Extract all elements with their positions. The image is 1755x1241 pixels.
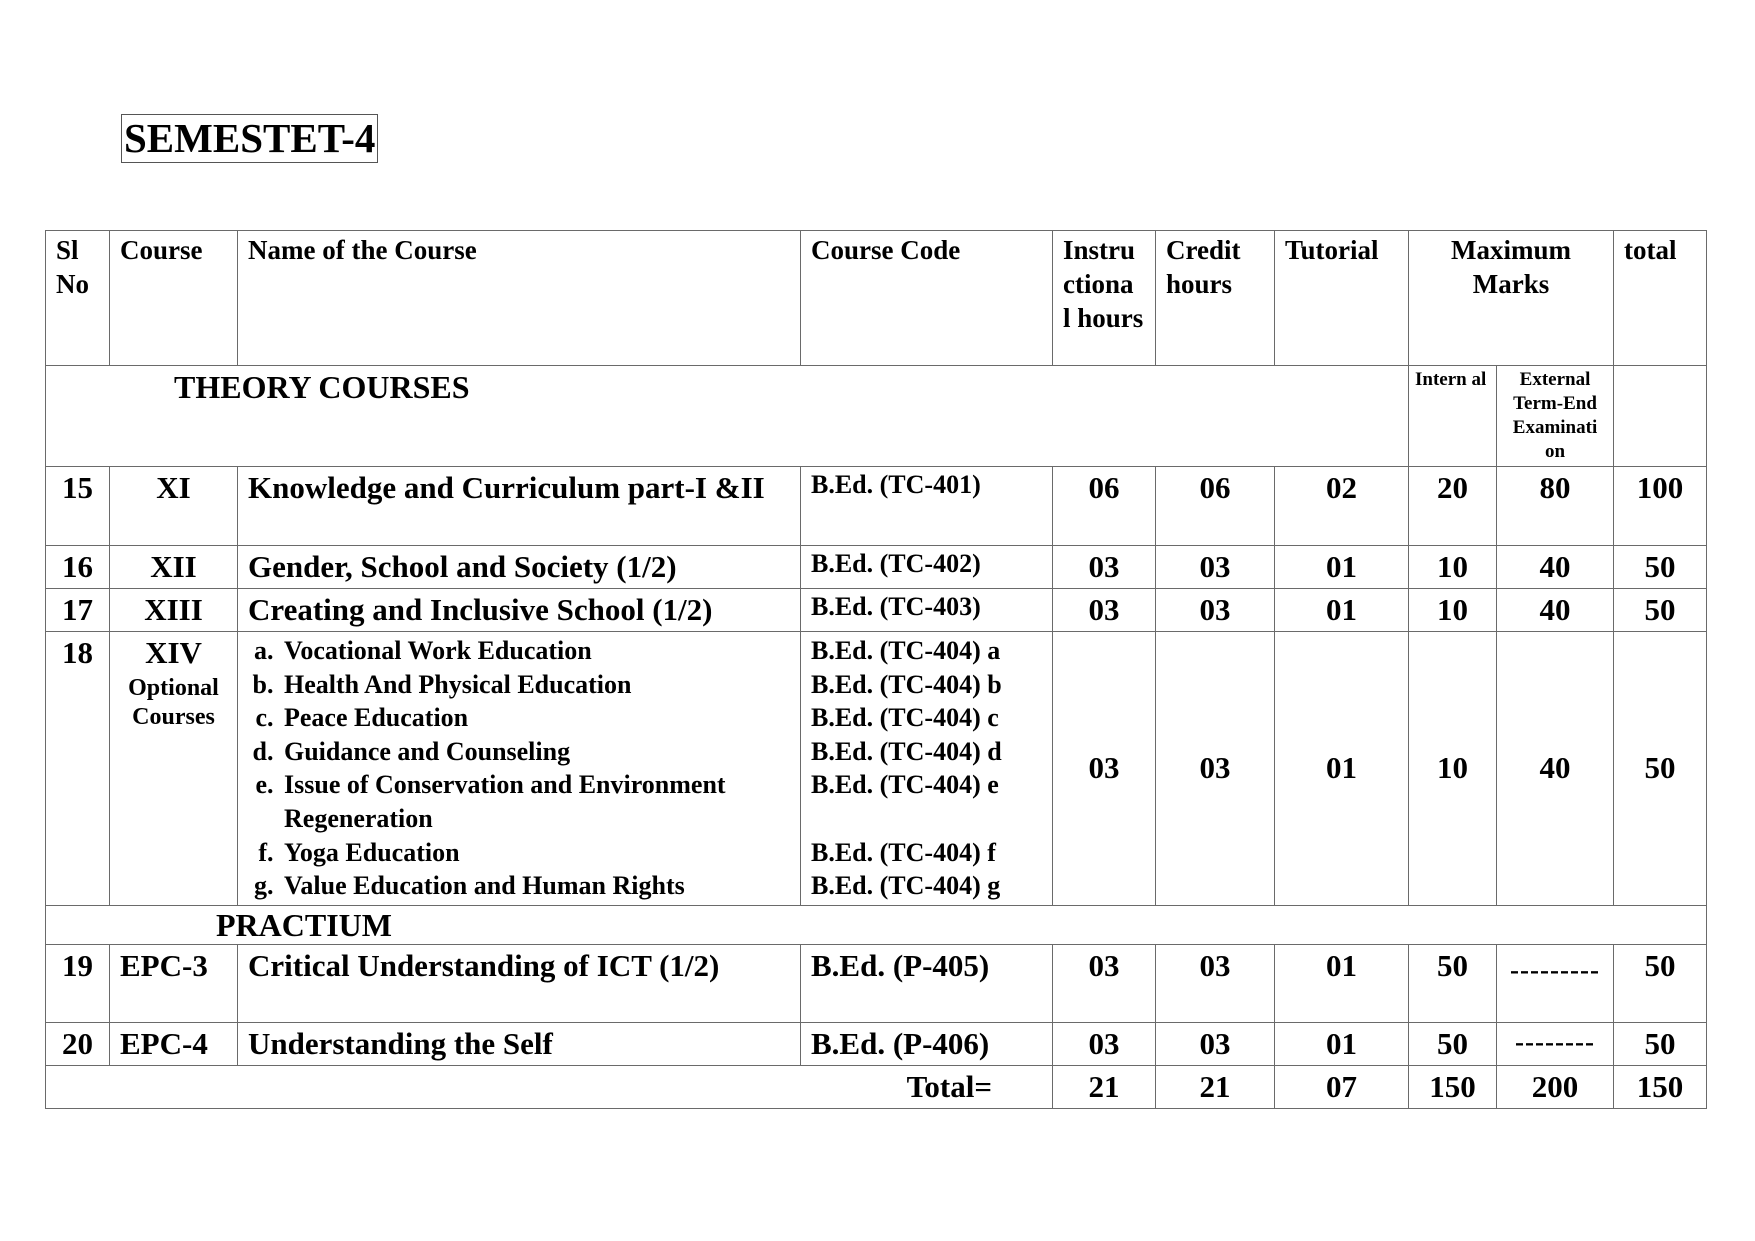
external-marks: 40	[1497, 589, 1614, 632]
theory-courses-label: THEORY COURSES	[46, 366, 1409, 467]
elective-item: g. Value Education and Human Rights	[280, 869, 794, 903]
semester-title: SEMESTET-4	[121, 114, 378, 163]
internal-marks: 10	[1409, 632, 1497, 906]
elective-item: b. Health And Physical Education	[280, 668, 794, 702]
elective-code: B.Ed. (TC-404) a	[811, 636, 1001, 665]
instructional-hours: 03	[1053, 546, 1156, 589]
tutorial-hours: 01	[1275, 589, 1409, 632]
course-id: XIII	[110, 589, 238, 632]
course-id: XI	[110, 467, 238, 546]
course-code: B.Ed. (P-406)	[801, 1022, 1053, 1065]
elective-code: B.Ed. (TC-404) d	[811, 736, 1002, 766]
internal-marks: 50	[1409, 944, 1497, 1022]
credit-hours: 03	[1156, 944, 1275, 1022]
grand-total-marks: 150	[1614, 1065, 1707, 1108]
course-name: Gender, School and Society (1/2)	[238, 546, 801, 589]
credit-hours: 03	[1156, 546, 1275, 589]
course-name: Critical Understanding of ICT (1/2)	[238, 944, 801, 1022]
header-course: Course	[110, 231, 238, 366]
elective-item: a. Vocational Work Education	[280, 634, 794, 668]
table-row	[46, 589, 1707, 632]
elective-code: B.Ed. (TC-404) f	[811, 837, 996, 867]
external-marks: ---------	[1497, 944, 1614, 1022]
instructional-hours: 06	[1053, 467, 1156, 546]
header-course-code: Course Code	[801, 231, 1053, 366]
table-row	[46, 1022, 1707, 1065]
header-total: total	[1614, 231, 1707, 366]
sl-no: 16	[46, 546, 110, 589]
table-row	[46, 546, 1707, 589]
header-row	[46, 231, 1707, 366]
instructional-hours: 03	[1053, 589, 1156, 632]
header-credit-hours: Credit hours	[1156, 231, 1275, 366]
elective-code: B.Ed. (TC-404) g	[811, 871, 1001, 901]
total-marks: 50	[1614, 1022, 1707, 1065]
external-marks: --------	[1497, 1022, 1614, 1065]
course-schedule-table	[45, 230, 1707, 1109]
header-sl-no: Sl No	[46, 231, 110, 366]
course-name: Creating and Inclusive School (1/2)	[238, 589, 801, 632]
table-row	[46, 467, 1707, 546]
total-marks: 50	[1614, 589, 1707, 632]
course-name: Knowledge and Curriculum part-I &II	[238, 467, 801, 546]
optional-courses-note: Optional Courses	[128, 675, 219, 730]
sl-no: 17	[46, 589, 110, 632]
course-code: B.Ed. (TC-401)	[801, 467, 1053, 546]
elective-item: f. Yoga Education	[280, 836, 794, 870]
tutorial-hours: 01	[1275, 632, 1409, 906]
instructional-hours: 03	[1053, 944, 1156, 1022]
course-id: XIV	[145, 635, 202, 670]
table-row	[46, 944, 1707, 1022]
external-marks: 40	[1497, 632, 1614, 906]
course-id: EPC-3	[110, 944, 238, 1022]
practicum-label: PRACTIUM	[46, 905, 1707, 944]
header-maximum-marks: Maximum Marks	[1409, 231, 1614, 366]
course-name: Understanding the Self	[238, 1022, 801, 1065]
totals-row	[46, 1065, 1707, 1108]
sl-no: 15	[46, 467, 110, 546]
tutorial-hours: 01	[1275, 546, 1409, 589]
credit-hours: 03	[1156, 632, 1275, 906]
total-internal-marks: 150	[1409, 1065, 1497, 1108]
elective-item: d. Guidance and Counseling	[280, 735, 794, 769]
optional-courses-row	[46, 632, 1707, 906]
elective-item: e. Issue of Conservation and Environment Regeneration	[280, 768, 794, 835]
credit-hours: 06	[1156, 467, 1275, 546]
elective-list	[242, 634, 794, 903]
header-external: External Term-End Examinati on	[1497, 366, 1614, 467]
course-code: B.Ed. (P-405)	[801, 944, 1053, 1022]
header-tutorial: Tutorial	[1275, 231, 1409, 366]
total-marks: 50	[1614, 632, 1707, 906]
header-internal: Intern al	[1409, 366, 1497, 467]
tutorial-hours: 02	[1275, 467, 1409, 546]
total-external-marks: 200	[1497, 1065, 1614, 1108]
elective-code: B.Ed. (TC-404) c	[811, 703, 999, 733]
tutorial-hours: 01	[1275, 944, 1409, 1022]
total-credit-hours: 21	[1156, 1065, 1275, 1108]
elective-codes	[801, 632, 1053, 906]
external-marks: 80	[1497, 467, 1614, 546]
total-marks: 100	[1614, 467, 1707, 546]
total-marks: 50	[1614, 546, 1707, 589]
elective-code: B.Ed. (TC-404) e	[811, 770, 999, 800]
total-marks: 50	[1614, 944, 1707, 1022]
elective-names	[238, 632, 801, 906]
header-course-name: Name of the Course	[238, 231, 801, 366]
instructional-hours: 03	[1053, 1022, 1156, 1065]
course-id: EPC-4	[110, 1022, 238, 1065]
course-id-cell	[110, 632, 238, 906]
course-code: B.Ed. (TC-402)	[801, 546, 1053, 589]
credit-hours: 03	[1156, 1022, 1275, 1065]
credit-hours: 03	[1156, 589, 1275, 632]
theory-section-row	[46, 366, 1707, 467]
internal-marks: 50	[1409, 1022, 1497, 1065]
sl-no: 19	[46, 944, 110, 1022]
header-instructional-hours: Instru ctiona l hours	[1053, 231, 1156, 366]
tutorial-hours: 01	[1275, 1022, 1409, 1065]
total-instructional-hours: 21	[1053, 1065, 1156, 1108]
blank-cell	[1614, 366, 1707, 467]
sl-no: 18	[46, 632, 110, 906]
spacer	[811, 802, 1042, 836]
course-code: B.Ed. (TC-403)	[801, 589, 1053, 632]
external-marks: 40	[1497, 546, 1614, 589]
internal-marks: 20	[1409, 467, 1497, 546]
total-tutorial-hours: 07	[1275, 1065, 1409, 1108]
practicum-section-row	[46, 905, 1707, 944]
internal-marks: 10	[1409, 589, 1497, 632]
internal-marks: 10	[1409, 546, 1497, 589]
total-label: Total=	[46, 1065, 1053, 1108]
instructional-hours: 03	[1053, 632, 1156, 906]
elective-item: c. Peace Education	[280, 701, 794, 735]
elective-code: B.Ed. (TC-404) b	[811, 669, 1002, 699]
course-id: XII	[110, 546, 238, 589]
sl-no: 20	[46, 1022, 110, 1065]
